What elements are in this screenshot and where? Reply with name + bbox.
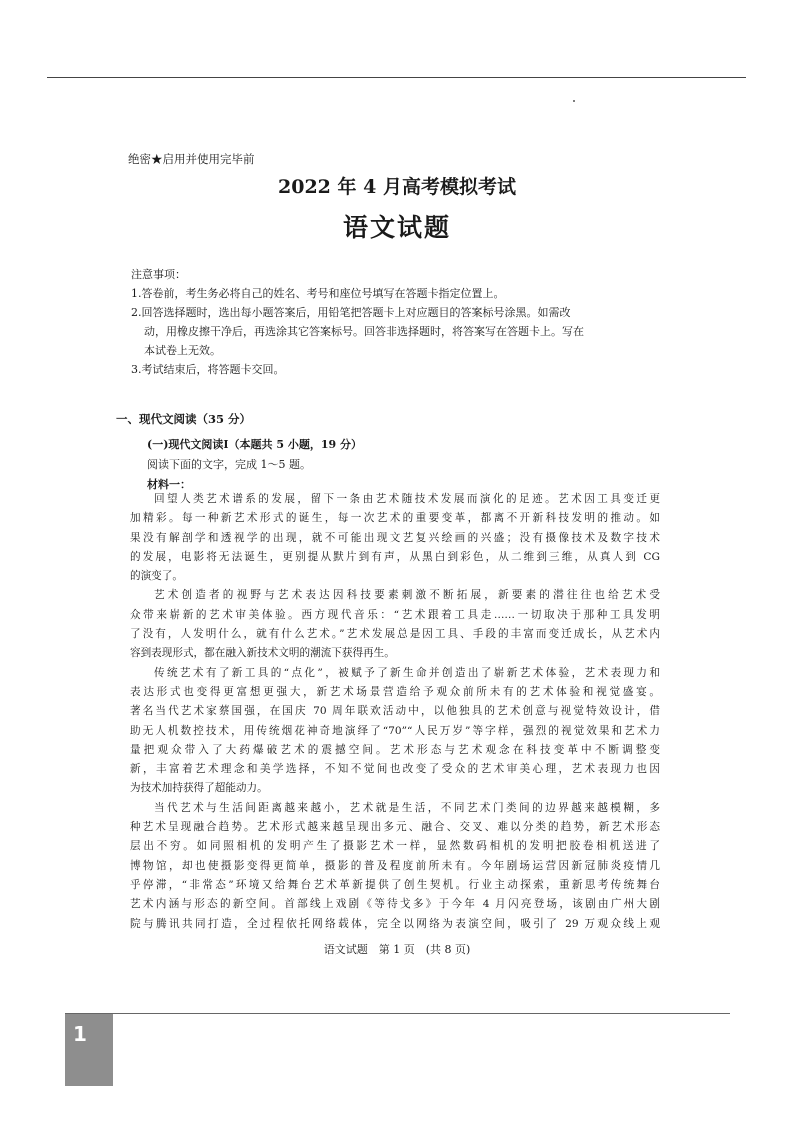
passage-line: 量把观众带入了大药爆破艺术的震撼空间。艺术形态与艺术观念在科技变革中不断调整变 [130, 743, 660, 756]
passage-line: 院与腾讯共同打造，全过程依托网络载体，完全以网络为表演空间，吸引了 29 万观众线上观 [130, 917, 660, 930]
notice-block [131, 265, 671, 379]
notice-title: 注意事项： [131, 268, 186, 281]
passage-paragraph [130, 490, 660, 586]
passage-line: 博物馆，却也使摄影变得更简单，摄影的普及程度前所未有。今年剧场运营因新冠肺炎疫情几 [130, 859, 660, 872]
passage-line: 容到表现形式，都在融入新技术文明的潮流下获得再生。 [130, 647, 395, 660]
passage-paragraph [130, 799, 660, 934]
passage-line: 艺术内涵与形态的新空间。首部线上戏剧《等待戈多》于今年 4 月闪亮登场，该剧由广州大剧 [130, 898, 660, 911]
passage-line: 的演变了。 [130, 570, 183, 583]
passage-line: 助无人机数控技术，用传统烟花神奇地演绎了“70”“人民万岁”等字样，强烈的视觉效果和艺术力 [130, 724, 660, 737]
passage-line: 层出不穷。如同照相机的发明产生了摄影艺术一样，显然数码相机的发明把胶卷相机送进了 [130, 840, 660, 853]
notice-line: 1.答卷前，考生务必将自己的姓名、考号和座位号填写在答题卡指定位置上。 [131, 287, 505, 300]
passage-line: 为技术加持获得了超能动力。 [130, 782, 268, 795]
section-heading: 一、现代文阅读（35 分） [116, 412, 252, 426]
notice-line: 本试卷上无效。 [144, 344, 221, 357]
passage-line: 传统艺术有了新工具的“点化”，被赋予了新生命并创造出了崭新艺术体验，艺术表现力和 [154, 666, 660, 679]
passage-line: 种艺术呈现融合趋势。艺术形式越来越呈现出多元、融合、交叉、难以分类的趋势，新艺术形态 [130, 821, 660, 834]
passage-line: 表达形式也变得更富想更强大，新艺术场景营造给予观众前所未有的艺术体验和视觉盛宴。 [130, 685, 660, 698]
notice-line: 3.考试结束后，将答题卡交回。 [131, 363, 285, 376]
bottom-rule [65, 1013, 730, 1014]
confidential-label: 绝密★启用并使用完毕前 [128, 152, 255, 166]
passage-line: 艺术创造者的视野与艺术表达因科技要素刺激不断拓展，新要素的潜往往也给艺术受 [154, 589, 660, 602]
top-rule [47, 77, 746, 78]
passage-line: 新，丰富着艺术理念和美学选择，不知不觉间也改变了受众的艺术审美心理，艺术表现力也因 [130, 763, 660, 776]
passage-line: 加精彩。每一种新艺术形式的诞生，每一次艺术的重要变革，都离不开新科技发明的推动。如 [130, 512, 660, 525]
subject-title: 语文试题 [342, 213, 451, 242]
passage-line: 了没有，人发明什么，就有什么艺术。”艺术发展总是因工具、手段的丰富而变迁成长，从艺术内 [130, 628, 660, 641]
material-label: 材料一： [147, 478, 191, 491]
scan-dot [573, 100, 575, 102]
notice-line: 2.回答选择题时，选出每小题答案后，用铅笔把答题卡上对应题目的答案标号涂黑。如需改 [131, 306, 571, 319]
passage-line: 著名当代艺术家蔡国强，在国庆 70 周年联欢活动中，以他独具的艺术创意与视觉特效设计，借 [130, 705, 660, 718]
passage-body [130, 490, 660, 934]
passage-paragraph [130, 586, 660, 663]
passage-line: 的发展，电影将无法诞生，更别提从默片到有声，从黑白到彩色，从二维到三维，从真人到 CG [130, 550, 660, 563]
page-footer: 语文试题 第 1 页 (共 8 页) [323, 943, 471, 956]
passage-line: 果没有解剖学和透视学的出现，就不可能出现文艺复兴绘画的兴盛；没有摄像技术及数字技术 [130, 531, 660, 544]
page-number-tab: 1 [65, 1014, 113, 1086]
reading-instruction: 阅读下面的文字，完成 1～5 题。 [147, 458, 311, 471]
passage-line: 当代艺术与生活间距离越来越小，艺术就是生活，不同艺术门类间的边界越来越模糊，多 [154, 801, 660, 814]
passage-line: 众带来崭新的艺术审美体验。西方现代音乐：“艺术跟着工具走……一切取决于那种工具发明 [130, 608, 660, 621]
passage-line: 乎停滞，“非常态”环境又给舞台艺术革新提供了创生契机。行业主动探索，重新思考传统舞台 [130, 878, 660, 891]
passage-paragraph [130, 664, 660, 799]
exam-title: 2022 年 4 月高考模拟考试 [278, 176, 516, 198]
notice-line: 动，用橡皮擦干净后，再选涂其它答案标号。回答非选择题时，将答案写在答题卡上。写在 [144, 325, 584, 338]
subsection-heading: (一)现代文阅读Ⅰ（本题共 5 小题，19 分） [147, 438, 363, 451]
passage-line: 回望人类艺术谱系的发展，留下一条由艺术随技术发展而演化的足迹。艺术因工具变迁更 [154, 493, 660, 505]
